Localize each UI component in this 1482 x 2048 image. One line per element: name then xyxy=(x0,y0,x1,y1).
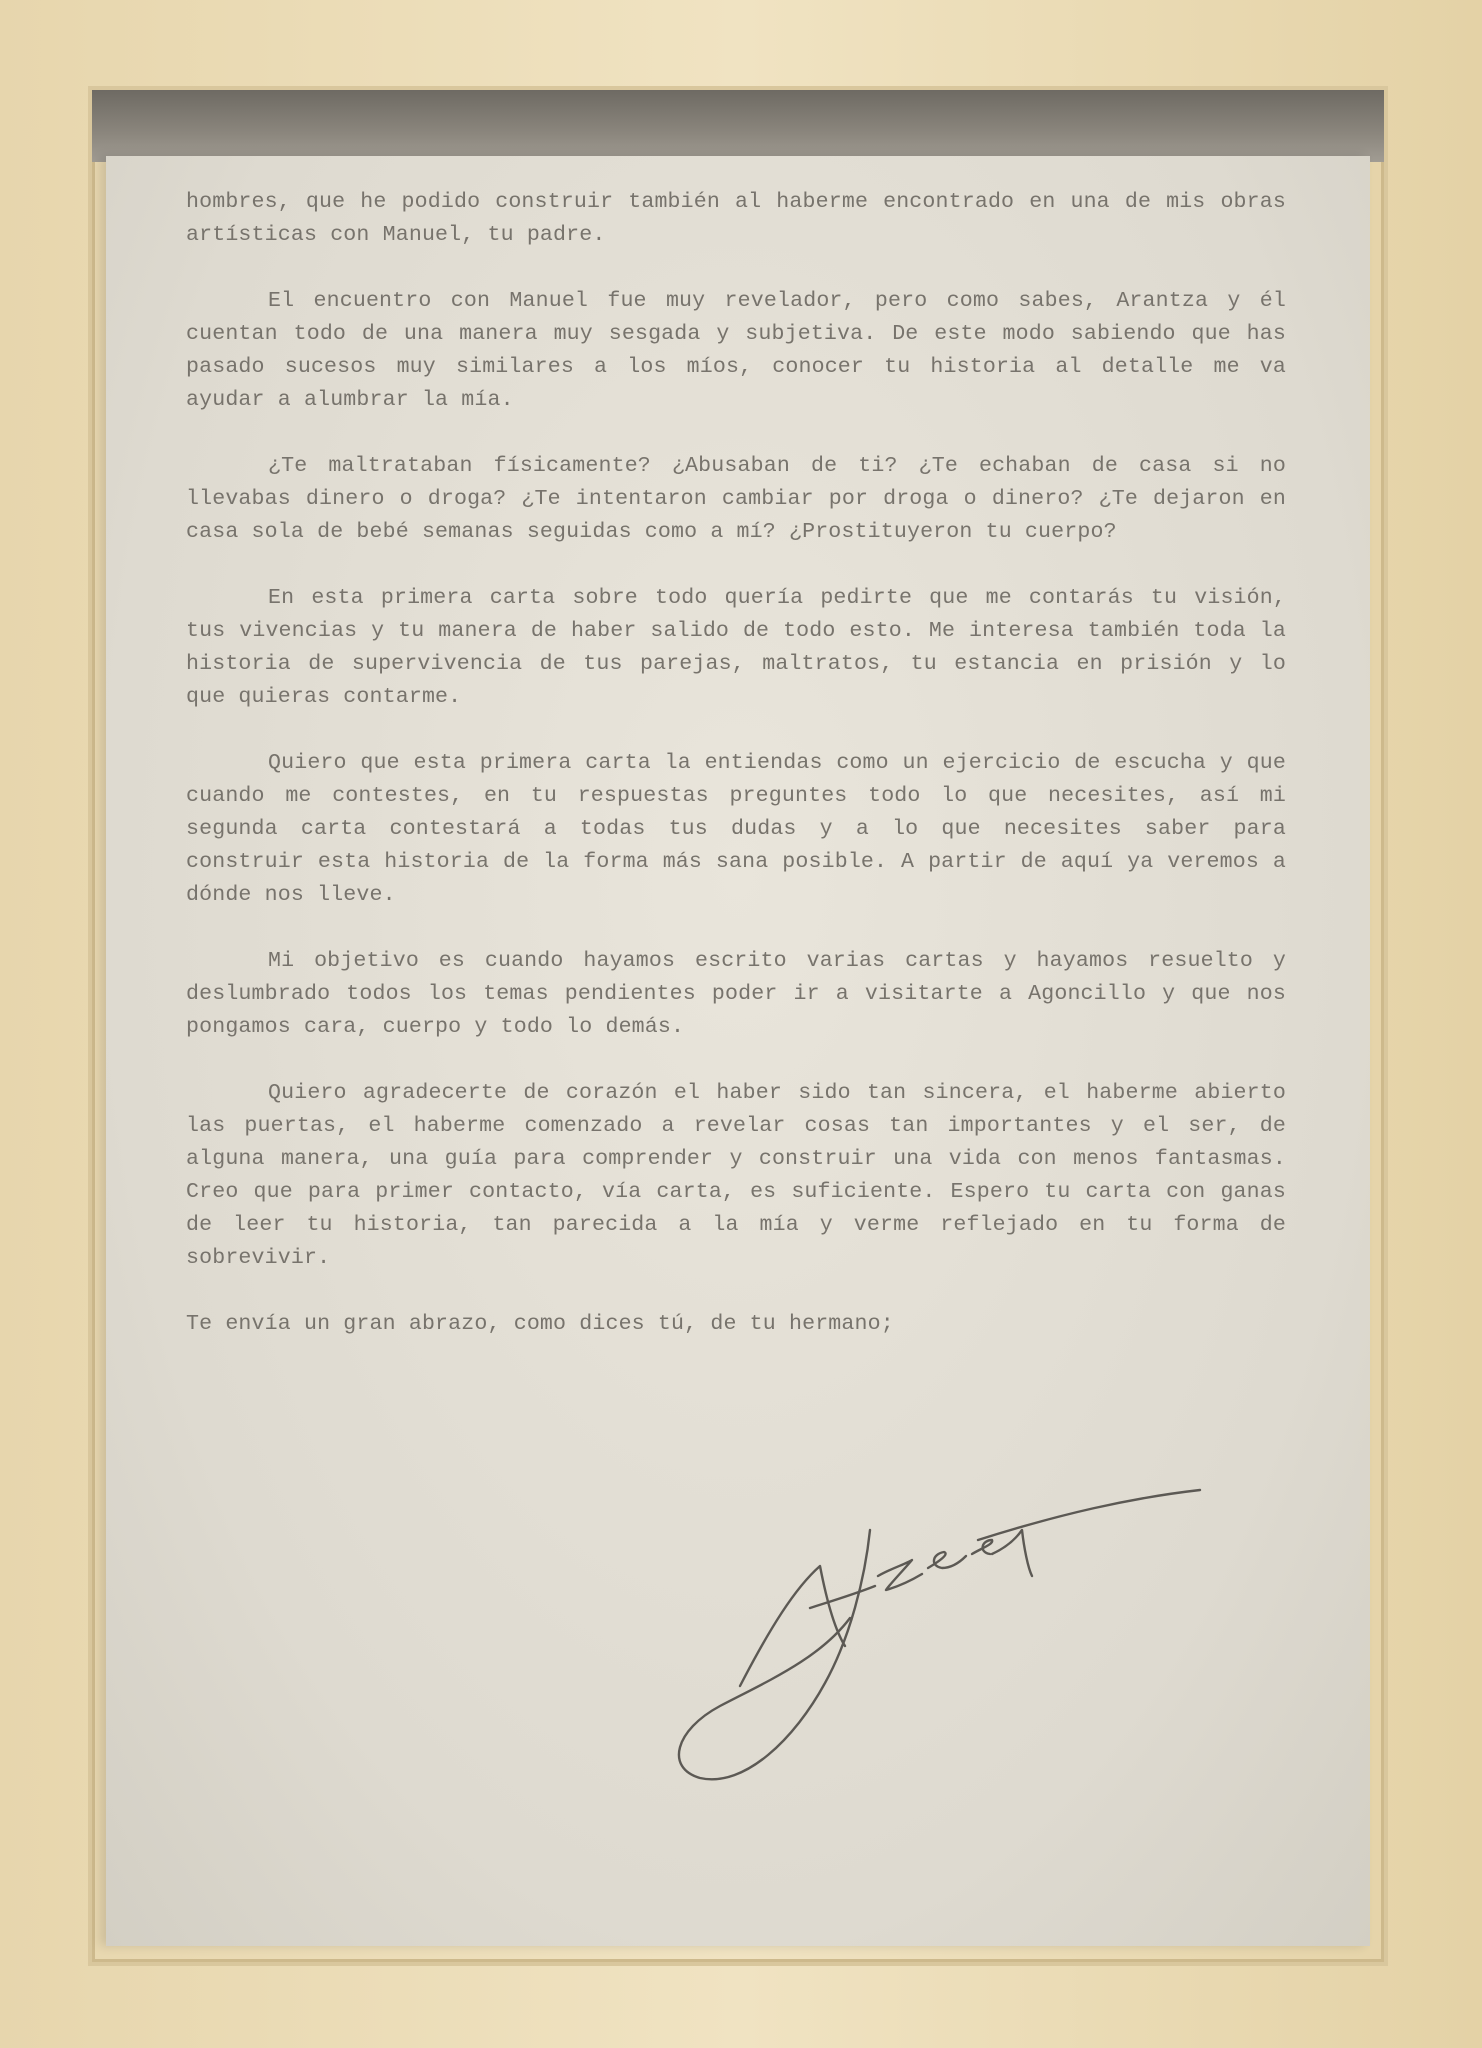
handwritten-signature xyxy=(660,1468,1210,1798)
letter-paragraph: En esta primera carta sobre todo quería pedirte que me contarás tu visión, tus vivencias y tu manera de haber salido de todo esto. Me interesa también toda la historia de supervivencia de tus parejas, maltratos, tu estancia en prisión y lo que quieras contarme. xyxy=(186,586,1286,709)
letter-paragraph: El encuentro con Manuel fue muy revelador, pero como sabes, Arantza y él cuentan todo de una manera muy sesgada y subjetiva. De este modo sabiendo que has pasado sucesos muy similares a los míos, conocer tu historia al detalle me va ayudar a alumbrar la mía. xyxy=(186,289,1286,412)
letter-paragraph: hombres, que he podido construir también al haberme encontrado en una de mis obras artísticas con Manuel, tu padre. xyxy=(186,190,1286,247)
letter-body xyxy=(186,186,1286,1374)
letter-paragraph: Mi objetivo es cuando hayamos escrito varias cartas y hayamos resuelto y deslumbrado todos los temas pendientes poder ir a visitarte a Agoncillo y que nos pongamos cara, cuerpo y todo lo demás. xyxy=(186,949,1286,1039)
letter-closing: Te envía un gran abrazo, como dices tú, de tu hermano; xyxy=(186,1312,894,1336)
letter-paragraph: ¿Te maltrataban físicamente? ¿Abusaban de ti? ¿Te echaban de casa si no llevabas dinero o droga? ¿Te intentaron cambiar por droga o dinero? ¿Te dejaron en casa sola de bebé semanas seguidas como a mí? ¿Prostituyeron tu cuerpo? xyxy=(186,454,1286,544)
letter-paragraph: Quiero agradecerte de corazón el haber sido tan sincera, el haberme abierto las puertas, el haberme comenzado a revelar cosas tan importantes y el ser, de alguna manera, una guía para comprender y construir una vida con menos fantasmas. Creo que para primer contacto, vía carta, es suficiente. Espero tu carta con ganas de leer tu historia, tan parecida a la mía y verme reflejado en tu forma de sobrevivir. xyxy=(186,1081,1286,1270)
glass-shadow xyxy=(92,90,1384,162)
letter-paragraph: Quiero que esta primera carta la entiendas como un ejercicio de escucha y que cuando me contestes, en tu respuestas preguntes todo lo que necesites, así mi segunda carta contestará a todas tus dudas y a lo que necesites saber para construir esta historia de la forma más sana posible. A partir de aquí ya veremos a dónde nos lleve. xyxy=(186,751,1286,907)
